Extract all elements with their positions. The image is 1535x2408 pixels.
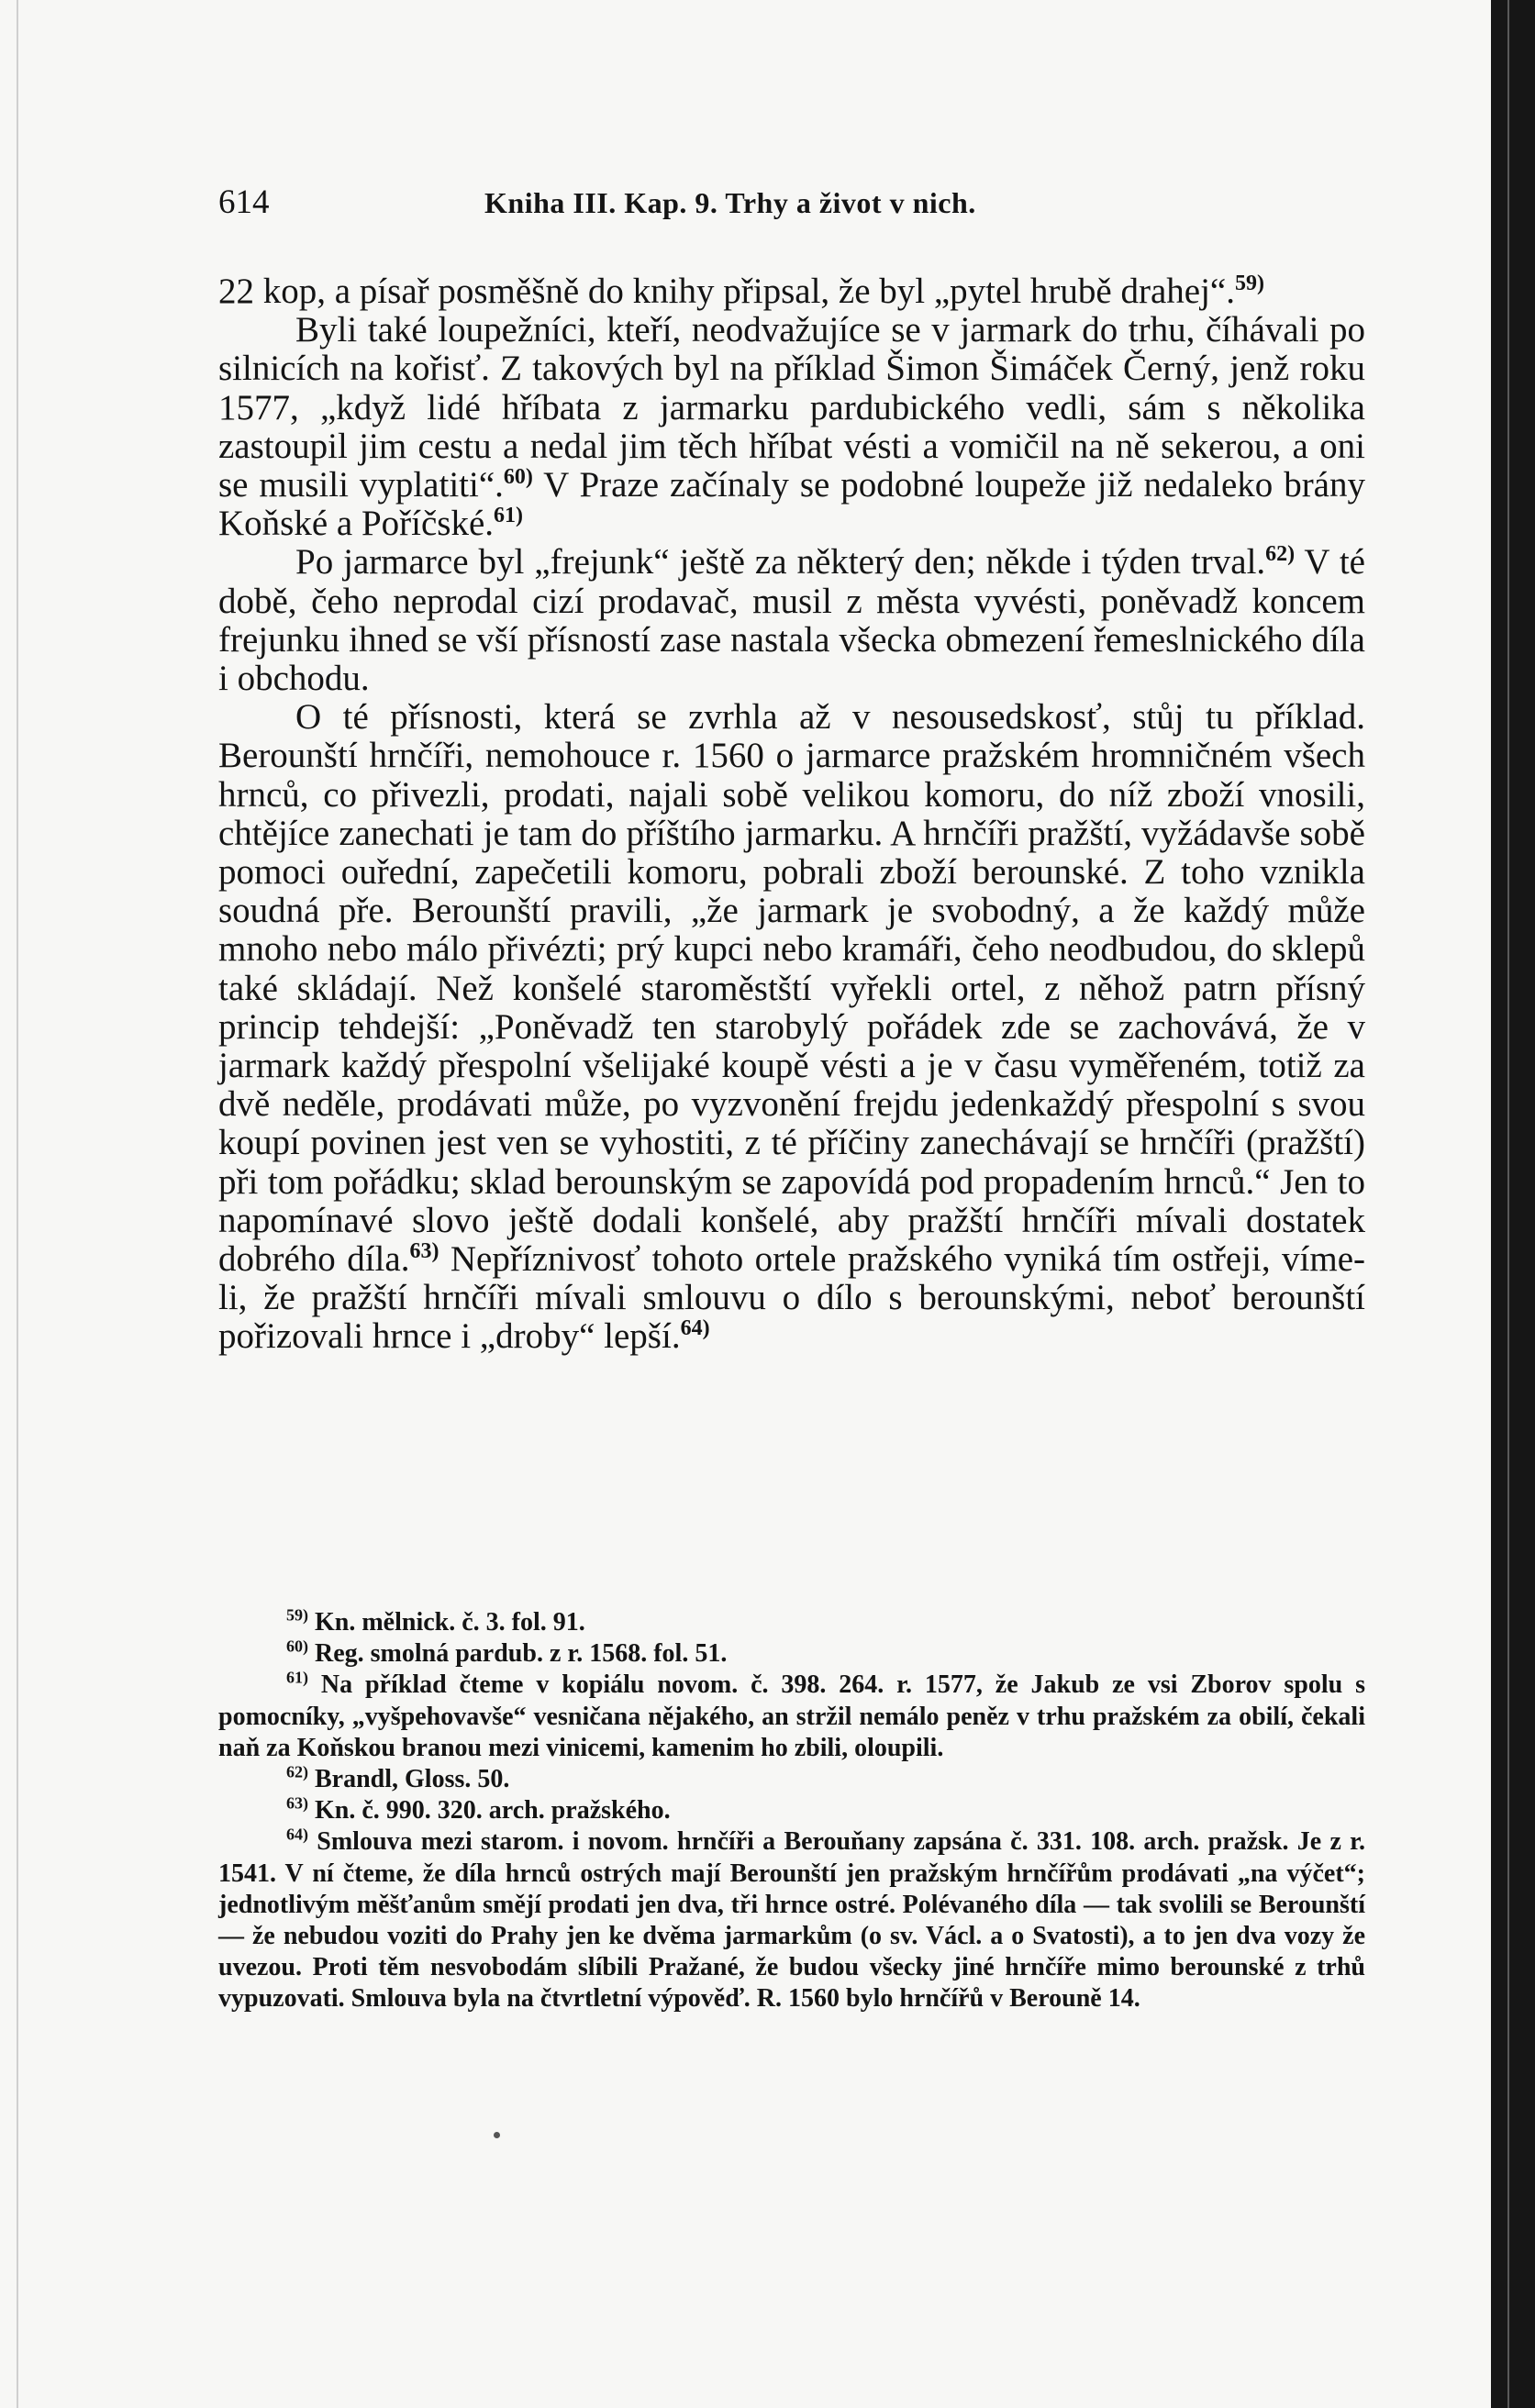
footnote-ref-64: 64) bbox=[680, 1316, 710, 1341]
footnotes bbox=[218, 1607, 1365, 2015]
edge-line bbox=[1507, 0, 1509, 2408]
print-speck bbox=[494, 2132, 500, 2138]
footnote-ref-59: 59) bbox=[1234, 272, 1264, 295]
paragraph-2: Byli také loupežníci, kteří, neodvažujíce se v jarmark do trhu, číhávali po silnicích na kořisť. Z takových byl na příklad Šimon Šimáček Černý, jenž roku 1577, „když lidé hříbata z jarmarku pardubického vedli, sám s několika zastoupil jim cestu a nedal jim těch hříbat vésti a vomičil na ně sekerou, a oni se musili vyplatiti“.$^{60)}$ V Praze začínaly se podobné loupeže již nedaleko brány Koňské a Poříčské.$^{61)}$ bbox=[218, 310, 1365, 544]
footnote-ref-61: 61) bbox=[494, 504, 524, 528]
footnote-61: $^{61)}$ Na příklad čteme v kopiálu novom. č. 398. 264. r. 1577, že Jakub ze vsi Zborov spolu s pomocníky, „vyšpehovavše“ vesničana nějakého, an stržil nemálo peněz v trhu pražském za obilí, čekali naň za Koňskou branou mezi vinicemi, kamenim ho zbili, oloupili. bbox=[218, 1669, 1365, 1762]
running-head: Kniha III. Kap. 9. Trhy a život v nich. bbox=[484, 186, 976, 219]
paragraph-1: 22 kop, a písař posměšně do knihy připsal, že byl „pytel hrubě drahej“.$^{59)}$ bbox=[218, 272, 1264, 311]
footnote-59: $^{59)}$ Kn. mělnick. č. 3. fol. 91. bbox=[286, 1605, 585, 1637]
page-left-rule bbox=[17, 0, 18, 2408]
book-edge-shadow bbox=[1491, 0, 1535, 2408]
footnote-60: $^{60)}$ Reg. smolná pardub. z r. 1568. fol. 51. bbox=[286, 1637, 728, 1669]
paragraph-3: Po jarmarce byl „frejunk“ ještě za některý den; někde i týden trval.$^{62)}$ V té době, čeho neprodal cizí prodavač, musil z města vyvésti, poněvadž koncem frejunku ihned se vší přísností zase nastala všecka obmezení řemeslnického díla i obchodu. bbox=[218, 542, 1365, 699]
footnote-ref-60: 60) bbox=[503, 465, 533, 490]
paragraph-4: O té přísnosti, která se zvrhla až v nesousedskosť, stůj tu příklad. Berounští hrnčíři, nemohouce r. 1560 o jarmarce pražském hromničném všech hrnců, co přivezli, prodati, najali sobě velikou komoru, do níž zboží vnosili, chtějíce zanechati je tam do příštího jarmarku. A hrnčíři pražští, vyžádavše sobě pomoci ouřední, zapečetili komoru, pobrali zboží berounské. Z toho vznikla soudná pře. Berounští pravili, „že jarmark je svobodný, a že každý může mnoho nebo málo přivézti; prý kupci nebo kramáři, čeho neodbudou, do sklepů také skládají. Než konšelé staroměstští vyřekli ortel, z něhož patrn přísný princip tehdejší: „Poněvadž ten starobylý pořádek zde se zachovává, že v jarmark každý přespolní všelijaké koupě vésti a je v času vyměřeném, totiž za dvě neděle, prodávati může, po vyzvonění frejdu jedenkaždý přespolní s svou koupí povinen jest ven se vyhostiti, z té příčiny zanechávají se hrnčíři (pražští) při tom pořádku; sklad berounským se zapovídá pod propadením hrnců.“ Jen to napomínavé slovo ještě dodali konšelé, aby pražští hrnčíři mívali dostatek dobrého díla.$^{63)}$ Nepříznivosť tohoto ortele pražského vyniká tím ostřeji, víme-li, že pražští hrnčíři mívali smlouvu o dílo s berounskými, neboť berounští pořizovali hrnce i „droby“ lepší.$^{64)}$ bbox=[218, 697, 1365, 1357]
footnote-62: $^{62)}$ Brandl, Gloss. 50. bbox=[286, 1762, 510, 1794]
main-text bbox=[218, 272, 1365, 1357]
page-number: 614 bbox=[218, 183, 270, 221]
footnote-63: $^{63)}$ Kn. č. 990. 320. arch. pražského. bbox=[286, 1793, 671, 1825]
page-header bbox=[218, 180, 1351, 226]
footnote-64: $^{64)}$ Smlouva mezi starom. i novom. hrnčíři a Berouňany zapsána č. 331. 108. arch. pražsk. Je z r. 1541. V ní čteme, že díla hrnců ostrých mají Berounští jen pražským hrnčířům prodávati „na výčet“; jednotlivým měšťanům smějí prodati jen dva, tři hrnce ostré. Polévaného díla — tak svolili se Berounští — že nebudou voziti do Prahy jen ke dvěma jarmarkům (o sv. Václ. a o Svatosti), a to jen dva vozy že uvezou. Proti těm nesvobodám slíbili Pražané, že budou všecky jiné hrnčíře mimo berounské z trhů vypuzovati. Smlouva byla na čtvrtletní výpověď. R. 1560 bylo hrnčířů v Berouně 14. bbox=[218, 1825, 1365, 2014]
footnote-ref-62: 62) bbox=[1265, 542, 1296, 567]
footnote-ref-63: 63) bbox=[409, 1239, 439, 1264]
